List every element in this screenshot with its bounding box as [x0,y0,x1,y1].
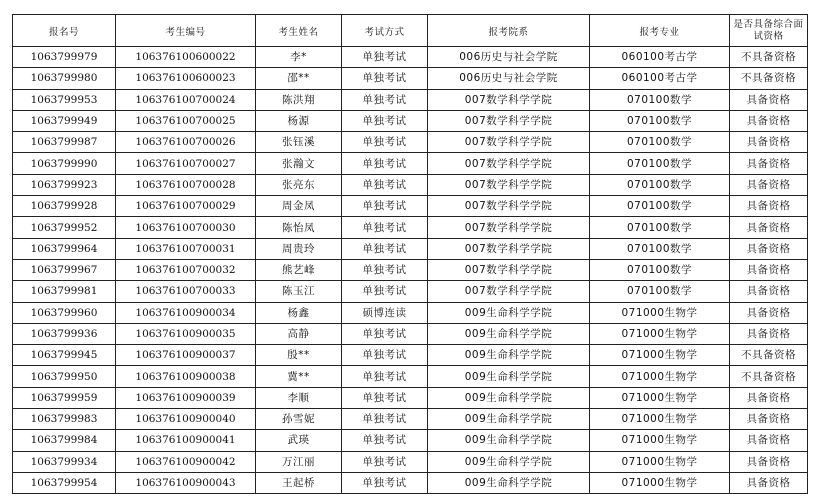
candidate-name-cell: 杨源 [256,110,342,131]
registration-no-cell: 1063799959 [13,387,116,408]
eligibility-cell: 具备资格 [730,281,808,302]
exam-type-cell: 单独考试 [342,47,428,68]
exam-type-cell: 单独考试 [342,132,428,153]
table-row [13,323,808,344]
candidate-name-cell: 杨鑫 [256,302,342,323]
candidate-id-cell: 106376100900042 [116,451,256,472]
table-row [13,132,808,153]
exam-type-cell: 单独考试 [342,409,428,430]
registration-no-cell: 1063799949 [13,110,116,131]
exam-type-cell: 单独考试 [342,174,428,195]
exam-type-cell: 硕博连读 [342,302,428,323]
table-row [13,387,808,408]
major-cell: 071000生物学 [590,472,730,493]
candidate-name-cell: 张瀚文 [256,153,342,174]
department-cell: 009生命科学学院 [428,345,590,366]
registration-no-cell: 1063799954 [13,472,116,493]
major-cell: 071000生物学 [590,302,730,323]
eligibility-cell: 具备资格 [730,174,808,195]
header-department: 报考院系 [428,15,590,47]
department-cell: 009生命科学学院 [428,472,590,493]
candidate-name-cell: 周金凤 [256,196,342,217]
registration-no-cell: 1063799983 [13,409,116,430]
table-body [13,47,808,494]
table-row [13,345,808,366]
table-row [13,238,808,259]
department-cell: 009生命科学学院 [428,323,590,344]
major-cell: 070100数学 [590,89,730,110]
major-cell: 071000生物学 [590,451,730,472]
candidate-id-cell: 106376100700032 [116,259,256,280]
candidate-name-cell: 张钰溪 [256,132,342,153]
major-cell: 060100考古学 [590,68,730,89]
table-row [13,430,808,451]
exam-type-cell: 单独考试 [342,323,428,344]
eligibility-cell: 不具备资格 [730,345,808,366]
header-candidate-name: 考生姓名 [256,15,342,47]
department-cell: 006历史与社会学院 [428,47,590,68]
candidate-id-cell: 106376100700029 [116,196,256,217]
major-cell: 070100数学 [590,153,730,174]
candidate-name-cell: 李顺 [256,387,342,408]
exam-type-cell: 单独考试 [342,387,428,408]
major-cell: 070100数学 [590,217,730,238]
candidate-id-cell: 106376100900037 [116,345,256,366]
candidate-name-cell: 熊艺峰 [256,259,342,280]
department-cell: 007数学科学学院 [428,174,590,195]
candidate-id-cell: 106376100900038 [116,366,256,387]
table-row [13,366,808,387]
exam-type-cell: 单独考试 [342,430,428,451]
department-cell: 009生命科学学院 [428,409,590,430]
candidate-id-cell: 106376100900035 [116,323,256,344]
eligibility-cell: 具备资格 [730,110,808,131]
candidate-name-cell: 陈洪翔 [256,89,342,110]
major-cell: 070100数学 [590,238,730,259]
department-cell: 007数学科学学院 [428,153,590,174]
registration-no-cell: 1063799964 [13,238,116,259]
eligibility-cell: 具备资格 [730,238,808,259]
candidate-name-cell: 高静 [256,323,342,344]
header-candidate-id: 考生编号 [116,15,256,47]
exam-type-cell: 单独考试 [342,451,428,472]
exam-type-cell: 单独考试 [342,89,428,110]
major-cell: 071000生物学 [590,345,730,366]
table-row [13,196,808,217]
major-cell: 070100数学 [590,259,730,280]
header-exam-type: 考试方式 [342,15,428,47]
major-cell: 070100数学 [590,174,730,195]
eligibility-cell: 具备资格 [730,196,808,217]
registration-no-cell: 1063799952 [13,217,116,238]
table-header-row [13,15,808,47]
department-cell: 007数学科学学院 [428,238,590,259]
major-cell: 071000生物学 [590,323,730,344]
candidate-id-cell: 106376100900039 [116,387,256,408]
eligibility-cell: 具备资格 [730,132,808,153]
registration-no-cell: 1063799928 [13,196,116,217]
header-interview-eligibility: 是否具备综合面试资格 [730,15,808,47]
exam-type-cell: 单独考试 [342,238,428,259]
table-row [13,302,808,323]
major-cell: 071000生物学 [590,409,730,430]
table-row [13,472,808,493]
exam-type-cell: 单独考试 [342,472,428,493]
admission-roster-sheet [12,14,807,494]
major-cell: 071000生物学 [590,430,730,451]
registration-no-cell: 1063799984 [13,430,116,451]
eligibility-cell: 不具备资格 [730,366,808,387]
registration-no-cell: 1063799945 [13,345,116,366]
eligibility-cell: 具备资格 [730,217,808,238]
candidate-id-cell: 106376100700033 [116,281,256,302]
major-cell: 070100数学 [590,110,730,131]
header-major: 报考专业 [590,15,730,47]
header-registration-no: 报名号 [13,15,116,47]
eligibility-cell: 具备资格 [730,89,808,110]
department-cell: 007数学科学学院 [428,110,590,131]
eligibility-cell: 具备资格 [730,472,808,493]
major-cell: 071000生物学 [590,387,730,408]
candidate-id-cell: 106376100900034 [116,302,256,323]
registration-no-cell: 1063799987 [13,132,116,153]
department-cell: 007数学科学学院 [428,281,590,302]
major-cell: 070100数学 [590,132,730,153]
table-row [13,259,808,280]
department-cell: 007数学科学学院 [428,259,590,280]
department-cell: 006历史与社会学院 [428,68,590,89]
table-row [13,68,808,89]
table-row [13,174,808,195]
candidate-id-cell: 106376100700024 [116,89,256,110]
candidate-name-cell: 陈怡凤 [256,217,342,238]
department-cell: 009生命科学学院 [428,302,590,323]
candidate-id-cell: 106376100600022 [116,47,256,68]
candidate-id-cell: 106376100700031 [116,238,256,259]
table-row [13,47,808,68]
eligibility-cell: 具备资格 [730,430,808,451]
department-cell: 009生命科学学院 [428,366,590,387]
exam-type-cell: 单独考试 [342,259,428,280]
candidate-id-cell: 106376100700030 [116,217,256,238]
table-row [13,89,808,110]
candidate-name-cell: 武瑛 [256,430,342,451]
eligibility-cell: 具备资格 [730,323,808,344]
candidate-name-cell: 万江丽 [256,451,342,472]
eligibility-cell: 不具备资格 [730,68,808,89]
table-row [13,153,808,174]
candidate-id-cell: 106376100900043 [116,472,256,493]
exam-type-cell: 单独考试 [342,153,428,174]
candidate-name-cell: 张亮东 [256,174,342,195]
qualification-table [12,14,808,494]
candidate-id-cell: 106376100900040 [116,409,256,430]
exam-type-cell: 单独考试 [342,196,428,217]
eligibility-cell: 具备资格 [730,451,808,472]
eligibility-cell: 具备资格 [730,302,808,323]
exam-type-cell: 单独考试 [342,110,428,131]
candidate-name-cell: 王起桥 [256,472,342,493]
candidate-name-cell: 邵** [256,68,342,89]
department-cell: 007数学科学学院 [428,89,590,110]
registration-no-cell: 1063799936 [13,323,116,344]
registration-no-cell: 1063799923 [13,174,116,195]
registration-no-cell: 1063799967 [13,259,116,280]
candidate-id-cell: 106376100900041 [116,430,256,451]
registration-no-cell: 1063799979 [13,47,116,68]
exam-type-cell: 单独考试 [342,281,428,302]
registration-no-cell: 1063799934 [13,451,116,472]
candidate-name-cell: 孙雪妮 [256,409,342,430]
eligibility-cell: 不具备资格 [730,47,808,68]
registration-no-cell: 1063799980 [13,68,116,89]
registration-no-cell: 1063799960 [13,302,116,323]
department-cell: 009生命科学学院 [428,387,590,408]
eligibility-cell: 具备资格 [730,409,808,430]
candidate-name-cell: 冀** [256,366,342,387]
registration-no-cell: 1063799953 [13,89,116,110]
candidate-id-cell: 106376100700025 [116,110,256,131]
table-row [13,110,808,131]
table-row [13,281,808,302]
department-cell: 007数学科学学院 [428,132,590,153]
candidate-name-cell: 周贵玲 [256,238,342,259]
candidate-name-cell: 李* [256,47,342,68]
candidate-id-cell: 106376100700026 [116,132,256,153]
department-cell: 007数学科学学院 [428,217,590,238]
major-cell: 070100数学 [590,281,730,302]
exam-type-cell: 单独考试 [342,68,428,89]
candidate-name-cell: 陈玉江 [256,281,342,302]
registration-no-cell: 1063799950 [13,366,116,387]
table-row [13,409,808,430]
candidate-id-cell: 106376100600023 [116,68,256,89]
candidate-name-cell: 殷** [256,345,342,366]
exam-type-cell: 单独考试 [342,345,428,366]
department-cell: 009生命科学学院 [428,430,590,451]
department-cell: 007数学科学学院 [428,196,590,217]
registration-no-cell: 1063799990 [13,153,116,174]
table-row [13,451,808,472]
eligibility-cell: 具备资格 [730,153,808,174]
exam-type-cell: 单独考试 [342,366,428,387]
registration-no-cell: 1063799981 [13,281,116,302]
eligibility-cell: 具备资格 [730,259,808,280]
table-row [13,217,808,238]
major-cell: 070100数学 [590,196,730,217]
major-cell: 071000生物学 [590,366,730,387]
eligibility-cell: 具备资格 [730,387,808,408]
candidate-id-cell: 106376100700027 [116,153,256,174]
exam-type-cell: 单独考试 [342,217,428,238]
department-cell: 009生命科学学院 [428,451,590,472]
major-cell: 060100考古学 [590,47,730,68]
candidate-id-cell: 106376100700028 [116,174,256,195]
